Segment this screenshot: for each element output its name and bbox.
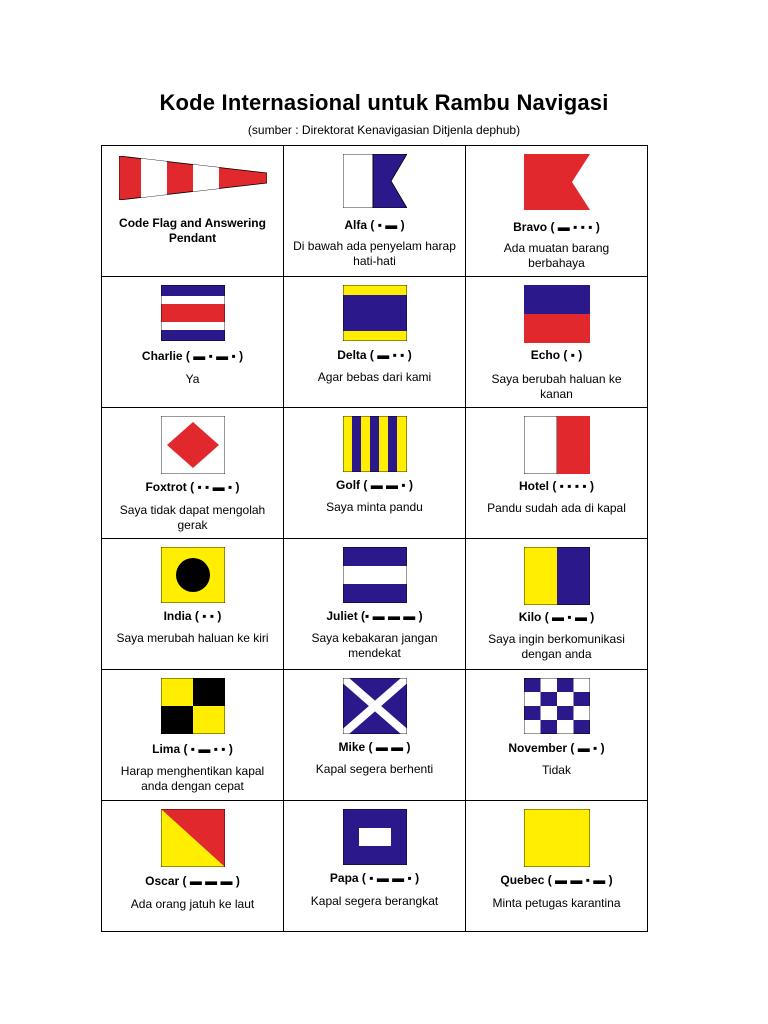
alfa-flag-icon	[343, 154, 407, 208]
flag-description: Harap menghentikan kapal anda dengan cepat	[120, 764, 265, 793]
flag-name: Charlie ( ▬ ▪ ▬ ▪ )	[141, 349, 244, 363]
flag-description: Ada muatan barang berbahaya	[503, 241, 610, 270]
flag-description: Saya merubah haluan ke kiri	[116, 631, 269, 645]
flag-cell-charlie	[102, 277, 284, 408]
flag-description: Agar bebas dari kami	[317, 370, 432, 384]
flag-cell-mike	[284, 670, 466, 801]
mike-flag-icon	[343, 678, 407, 734]
flag-cell-kilo	[466, 539, 648, 670]
flag-name: Oscar ( ▬ ▬ ▬ )	[145, 874, 240, 888]
bravo-flag-icon	[524, 154, 590, 210]
flag-cell-golf	[284, 408, 466, 539]
kilo-flag-icon	[524, 547, 590, 605]
flag-table	[101, 145, 648, 932]
flag-description: Saya kebakaran jangan mendekat	[311, 631, 438, 660]
flag-name: India ( ▪ ▪ )	[163, 609, 222, 623]
flag-cell-answering-pendant	[102, 146, 284, 277]
charlie-flag-icon	[161, 285, 225, 341]
flag-description: Kapal segera berangkat	[310, 894, 439, 908]
golf-flag-icon	[343, 416, 407, 472]
flag-description: Kapal segera berhenti	[315, 762, 434, 776]
flag-description: Saya tidak dapat mengolah gerak	[119, 503, 266, 532]
lima-flag-icon	[161, 678, 225, 734]
flag-name: Juliet (▪ ▬ ▬ ▬ )	[326, 609, 423, 623]
flag-description: Tidak	[542, 763, 571, 777]
flag-description: Ya	[185, 372, 200, 386]
page-title: Kode Internasional untuk Rambu Navigasi	[159, 90, 609, 115]
answering-pendant-icon	[119, 156, 267, 200]
flag-cell-echo	[466, 277, 648, 408]
flag-name: Echo ( ▪ )	[530, 348, 583, 362]
flag-cell-delta	[284, 277, 466, 408]
flag-description: Minta petugas karantina	[492, 896, 621, 910]
flag-cell-lima	[102, 670, 284, 801]
flag-name: Bravo ( ▬ ▪ ▪ ▪ )	[513, 220, 600, 234]
page-subtitle: (sumber : Direktorat Kenavigasian Ditjenla dephub)	[247, 123, 521, 137]
flag-name: Kilo ( ▬ ▪ ▬ )	[518, 610, 595, 624]
flag-name: November ( ▬ ▪ )	[508, 741, 605, 755]
flag-cell-india	[102, 539, 284, 670]
flag-name: Hotel ( ▪ ▪ ▪ ▪ )	[518, 479, 594, 493]
flag-name: Quebec ( ▬ ▬ ▪ ▬ )	[500, 873, 613, 887]
flag-cell-hotel	[466, 408, 648, 539]
flag-cell-papa	[284, 801, 466, 932]
flag-cell-oscar	[102, 801, 284, 932]
flag-cell-foxtrot	[102, 408, 284, 539]
flag-description: Ada orang jatuh ke laut	[130, 897, 255, 911]
flag-description: Saya ingin berkomunikasi dengan anda	[488, 632, 625, 661]
india-flag-icon	[161, 547, 225, 603]
flag-description: Pandu sudah ada di kapal	[487, 501, 626, 515]
flag-description: Saya minta pandu	[326, 500, 423, 514]
echo-flag-icon	[524, 285, 590, 343]
juliet-flag-icon	[343, 547, 407, 603]
flag-name: Papa ( ▪ ▬ ▬ ▪ )	[329, 871, 420, 885]
flag-cell-juliet	[284, 539, 466, 670]
delta-flag-icon	[343, 285, 407, 341]
hotel-flag-icon	[524, 416, 590, 474]
quebec-flag-icon	[524, 809, 590, 867]
flag-cell-alfa	[284, 146, 466, 277]
flag-name: Alfa ( ▪ ▬ )	[344, 218, 405, 232]
flag-name: Lima ( ▪ ▬ ▪ ▪ )	[152, 742, 233, 756]
flag-cell-november	[466, 670, 648, 801]
flag-cell-bravo	[466, 146, 648, 277]
foxtrot-flag-icon	[161, 416, 225, 474]
flag-cell-quebec	[466, 801, 648, 932]
oscar-flag-icon	[161, 809, 225, 867]
flag-name: Delta ( ▬ ▪ ▪ )	[337, 348, 412, 362]
flag-name: Foxtrot ( ▪ ▪ ▬ ▪ )	[145, 480, 240, 494]
flag-description: Di bawah ada penyelam harap hati-hati	[293, 239, 456, 268]
november-flag-icon	[524, 678, 590, 734]
flag-name: Golf ( ▬ ▬ ▪ )	[336, 478, 413, 492]
flag-description: Saya berubah haluan ke kanan	[491, 372, 622, 401]
flag-name: Code Flag and Answering Pendant	[119, 216, 266, 245]
flag-name: Mike ( ▬ ▬ )	[338, 740, 411, 754]
papa-flag-icon	[343, 809, 407, 865]
